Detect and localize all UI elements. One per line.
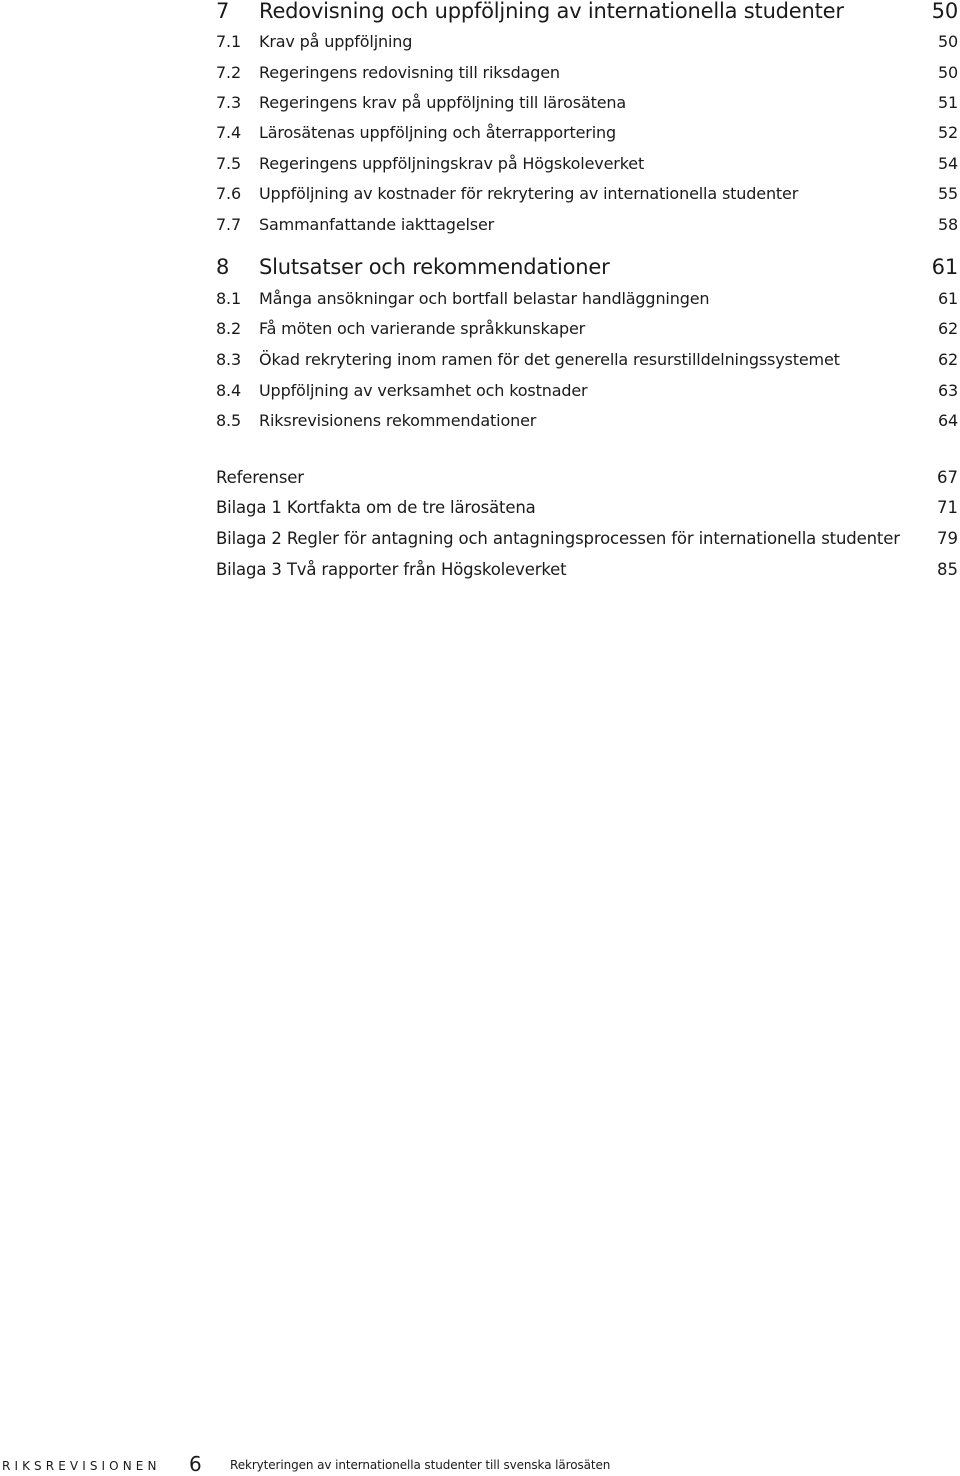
- section-number: 7.1: [216, 32, 241, 51]
- toc-appendix-2[interactable]: [0, 529, 960, 557]
- section-number: 7.6: [216, 184, 241, 203]
- section-page-number: 54: [937, 154, 958, 173]
- appendix-page-number: 79: [937, 529, 958, 548]
- toc-section-8-1[interactable]: [0, 289, 960, 317]
- toc-chapter-7[interactable]: [0, 0, 960, 27]
- section-title: Många ansökningar och bortfall belastar handläggningen: [259, 289, 710, 308]
- section-page-number: 63: [937, 381, 958, 400]
- toc-section-7-3[interactable]: [0, 93, 960, 121]
- section-number: 8.1: [216, 289, 241, 308]
- toc-section-8-4[interactable]: [0, 381, 960, 409]
- section-page-number: 62: [937, 350, 958, 369]
- chapter-page-number: 50: [931, 0, 958, 23]
- toc-section-7-2[interactable]: [0, 63, 960, 91]
- toc-section-7-7[interactable]: [0, 215, 960, 243]
- section-title: Krav på uppföljning: [259, 32, 413, 51]
- chapter-title: Slutsatser och rekommendationer: [259, 255, 610, 279]
- toc-section-7-5[interactable]: [0, 154, 960, 182]
- section-number: 8.2: [216, 319, 241, 338]
- toc-chapter-8[interactable]: [0, 255, 960, 283]
- section-number: 7.3: [216, 93, 241, 112]
- appendix-page-number: 71: [937, 498, 958, 517]
- appendix-title: Bilaga 3 Två rapporter från Högskoleverket: [216, 560, 567, 579]
- section-page-number: 51: [937, 93, 958, 112]
- section-number: 7.7: [216, 215, 241, 234]
- section-page-number: 64: [937, 411, 958, 430]
- toc-appendix-3[interactable]: [0, 560, 960, 588]
- toc-appendix-1[interactable]: [0, 498, 960, 526]
- section-title: Regeringens uppföljningskrav på Högskoleverket: [259, 154, 645, 173]
- appendix-page-number: 67: [937, 468, 958, 487]
- section-title: Lärosätenas uppföljning och återrapportering: [259, 123, 617, 142]
- appendix-title: Referenser: [216, 468, 304, 487]
- footer-page-number: 6: [189, 1452, 202, 1476]
- toc-section-8-2[interactable]: [0, 319, 960, 347]
- toc-section-7-1[interactable]: [0, 32, 960, 60]
- appendix-page-number: 85: [937, 560, 958, 579]
- appendix-title: Bilaga 2 Regler för antagning och antagningsprocessen för internationella studenter: [216, 529, 900, 548]
- section-title: Uppföljning av verksamhet och kostnader: [259, 381, 588, 400]
- section-number: 7.4: [216, 123, 241, 142]
- toc-section-7-4[interactable]: [0, 123, 960, 151]
- section-page-number: 50: [937, 32, 958, 51]
- toc-section-8-5[interactable]: [0, 411, 960, 439]
- section-number: 7.5: [216, 154, 241, 173]
- toc-section-7-6[interactable]: [0, 184, 960, 212]
- page-footer: [0, 1452, 960, 1476]
- toc-references[interactable]: [0, 468, 960, 496]
- section-title: Sammanfattande iakttagelser: [259, 215, 495, 234]
- chapter-title: Redovisning och uppföljning av internationella studenter: [259, 0, 844, 23]
- chapter-number: 7: [216, 0, 230, 23]
- section-title: Regeringens krav på uppföljning till lärosätena: [259, 93, 627, 112]
- section-title: Riksrevisionens rekommendationer: [259, 411, 537, 430]
- appendix-title: Bilaga 1 Kortfakta om de tre lärosätena: [216, 498, 536, 517]
- section-page-number: 58: [937, 215, 958, 234]
- footer-document-title: Rekryteringen av internationella studenter till svenska lärosäten: [230, 1458, 611, 1472]
- footer-brand: RIKSREVISIONEN: [2, 1459, 161, 1473]
- section-page-number: 50: [937, 63, 958, 82]
- toc-section-8-3[interactable]: [0, 350, 960, 378]
- section-page-number: 62: [937, 319, 958, 338]
- chapter-page-number: 61: [931, 255, 958, 279]
- section-number: 7.2: [216, 63, 241, 82]
- section-number: 8.3: [216, 350, 241, 369]
- section-page-number: 55: [937, 184, 958, 203]
- section-page-number: 61: [937, 289, 958, 308]
- section-number: 8.4: [216, 381, 241, 400]
- section-page-number: 52: [937, 123, 958, 142]
- chapter-number: 8: [216, 255, 230, 279]
- section-title: Ökad rekrytering inom ramen för det generella resurstilldelningssystemet: [259, 350, 840, 369]
- section-title: Uppföljning av kostnader för rekrytering av internationella studenter: [259, 184, 799, 203]
- section-number: 8.5: [216, 411, 241, 430]
- section-title: Få möten och varierande språkkunskaper: [259, 319, 586, 338]
- section-title: Regeringens redovisning till riksdagen: [259, 63, 560, 82]
